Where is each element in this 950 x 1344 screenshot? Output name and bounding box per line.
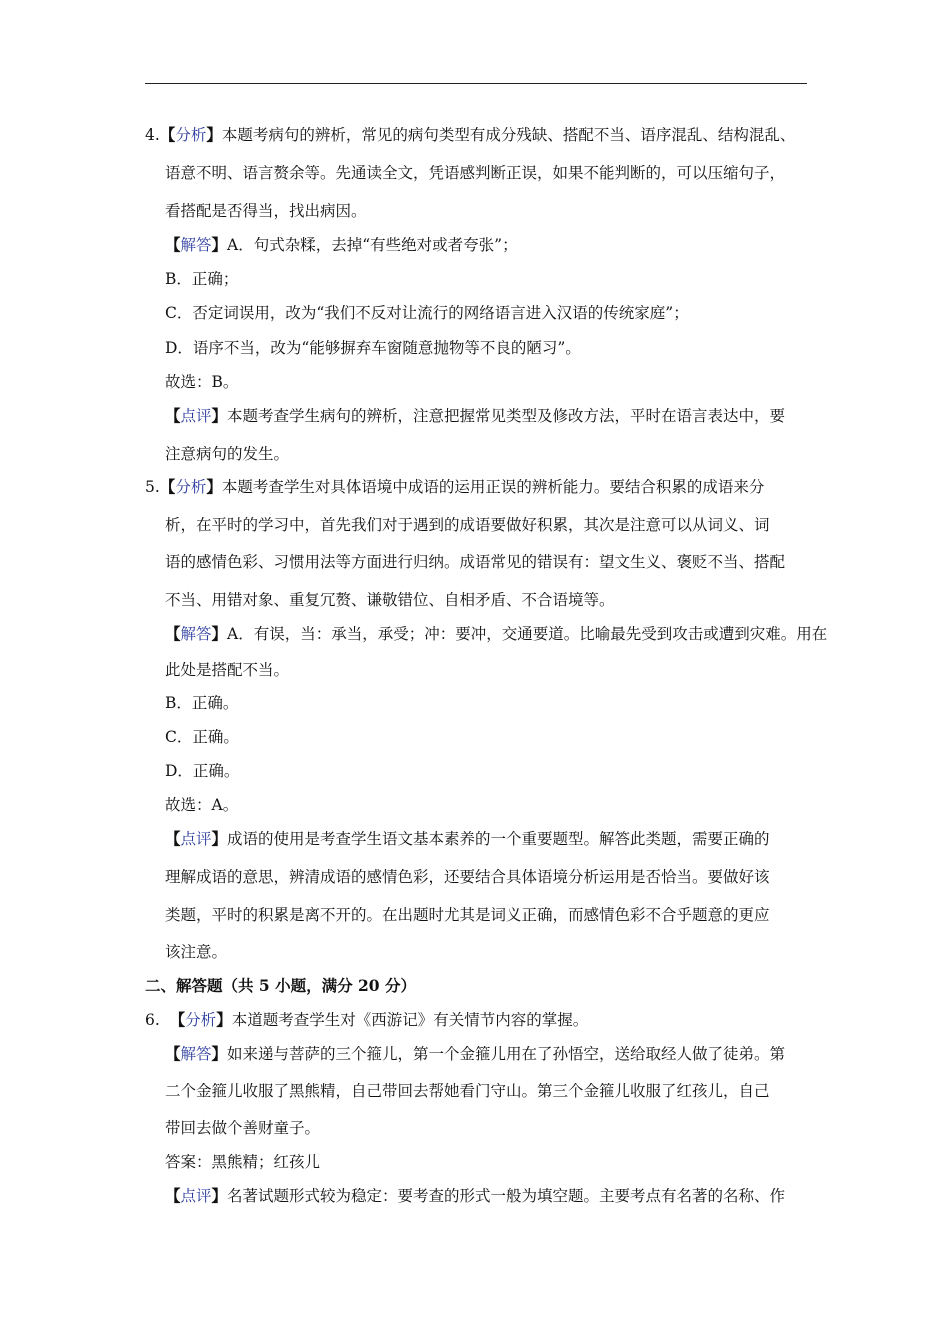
q5-answer-d: D．正确。 [165, 762, 240, 780]
q5-analysis-line-4: 不当、用错对象、重复冗赘、谦敬错位、自相矛盾、不合语境等。 [165, 591, 615, 609]
q6-analysis-line-1: 6. 【分析】本道题考查学生对《西游记》有关情节内容的掌握。 [145, 1010, 589, 1029]
q4-comment-line-1: 【点评】本题考查学生病句的辨析，注意把握常见类型及修改方法，平时在语言表达中，要 [165, 406, 786, 425]
q6-final-answer: 答案：黑熊精；红孩儿 [165, 1153, 321, 1171]
q5-answer-line-1: 【解答】A．有误，当：承当，承受；冲：要冲，交通要道。比喻最先受到攻击或遭到灾难。用在 [165, 624, 828, 643]
comment-tag: 【点评】 [165, 406, 228, 425]
question-number: 5. [145, 478, 160, 496]
analysis-tag: 【分析】 [159, 125, 222, 144]
answer-tag: 【解答】 [165, 624, 228, 643]
section-heading: 二、解答题（共 5 小题，满分 20 分） [145, 976, 416, 995]
q5-comment-line-2: 理解成语的意思，辨清成语的感情色彩，还要结合具体语境分析运用是否恰当。要做好该 [165, 868, 770, 886]
q5-analysis-line-3: 语的感情色彩、习惯用法等方面进行归纳。成语常见的错误有：望文生义、褒贬不当、搭配 [165, 553, 786, 571]
analysis-tag: 【分析】 [169, 1010, 232, 1029]
q5-comment-line-3: 类题，平时的积累是离不开的。在出题时尤其是词义正确，而感情色彩不合乎题意的更应 [165, 906, 770, 924]
q5-answer-line-2: 此处是搭配不当。 [165, 661, 290, 679]
header-rule [145, 83, 807, 84]
q6-answer-line-2: 二个金箍儿收服了黑熊精，自己带回去帮她看门守山。第三个金箍儿收服了红孩儿，自己 [165, 1082, 770, 1100]
question-number: 6. [145, 1011, 160, 1029]
q4-choice: 故选：B。 [165, 373, 239, 391]
q6-comment-line-1: 【点评】名著试题形式较为稳定：要考查的形式一般为填空题。主要考点有名著的名称、作 [165, 1186, 786, 1205]
q4-answer-line-1: 【解答】A．句式杂糅，去掉“有些绝对或者夸张”； [165, 235, 518, 254]
q4-answer-c: C．否定词误用，改为“我们不反对让流行的网络语言进入汉语的传统家庭”； [165, 304, 689, 322]
q5-choice: 故选：A。 [165, 796, 239, 814]
q6-answer-line-1: 【解答】如来递与菩萨的三个箍儿，第一个金箍儿用在了孙悟空，送给取经人做了徒弟。第 [165, 1044, 786, 1063]
q4-analysis-line-2: 语意不明、语言赘余等。先通读全文，凭语感判断正误，如果不能判断的，可以压缩句子， [165, 164, 786, 182]
q5-analysis-line-2: 析，在平时的学习中，首先我们对于遇到的成语要做好积累，其次是注意可以从词义、词 [165, 516, 770, 534]
q5-comment-line-4: 该注意。 [165, 943, 228, 961]
answer-tag: 【解答】 [165, 1044, 228, 1063]
comment-tag: 【点评】 [165, 1186, 228, 1205]
q5-answer-b: B．正确。 [165, 694, 239, 712]
analysis-tag: 【分析】 [159, 477, 222, 496]
q4-analysis-line-3: 看搭配是否得当，找出病因。 [165, 202, 367, 220]
q5-answer-c: C．正确。 [165, 728, 239, 746]
q6-answer-line-3: 带回去做个善财童子。 [165, 1119, 321, 1137]
q4-analysis-line-1: 4.【分析】本题考病句的辨析，常见的病句类型有成分残缺、搭配不当、语序混乱、结构混乱、 [145, 125, 796, 144]
answer-tag: 【解答】 [165, 235, 228, 254]
q4-answer-d: D．语序不当，改为“能够摒弃车窗随意抛物等不良的陋习”。 [165, 339, 581, 357]
q5-comment-line-1: 【点评】成语的使用是考查学生语文基本素养的一个重要题型。解答此类题，需要正确的 [165, 829, 770, 848]
question-number: 4. [145, 126, 160, 144]
q4-comment-line-2: 注意病句的发生。 [165, 445, 290, 463]
q4-answer-b: B．正确； [165, 270, 239, 288]
comment-tag: 【点评】 [165, 829, 228, 848]
q5-analysis-line-1: 5.【分析】本题考查学生对具体语境中成语的运用正误的辨析能力。要结合积累的成语来分 [145, 477, 765, 496]
